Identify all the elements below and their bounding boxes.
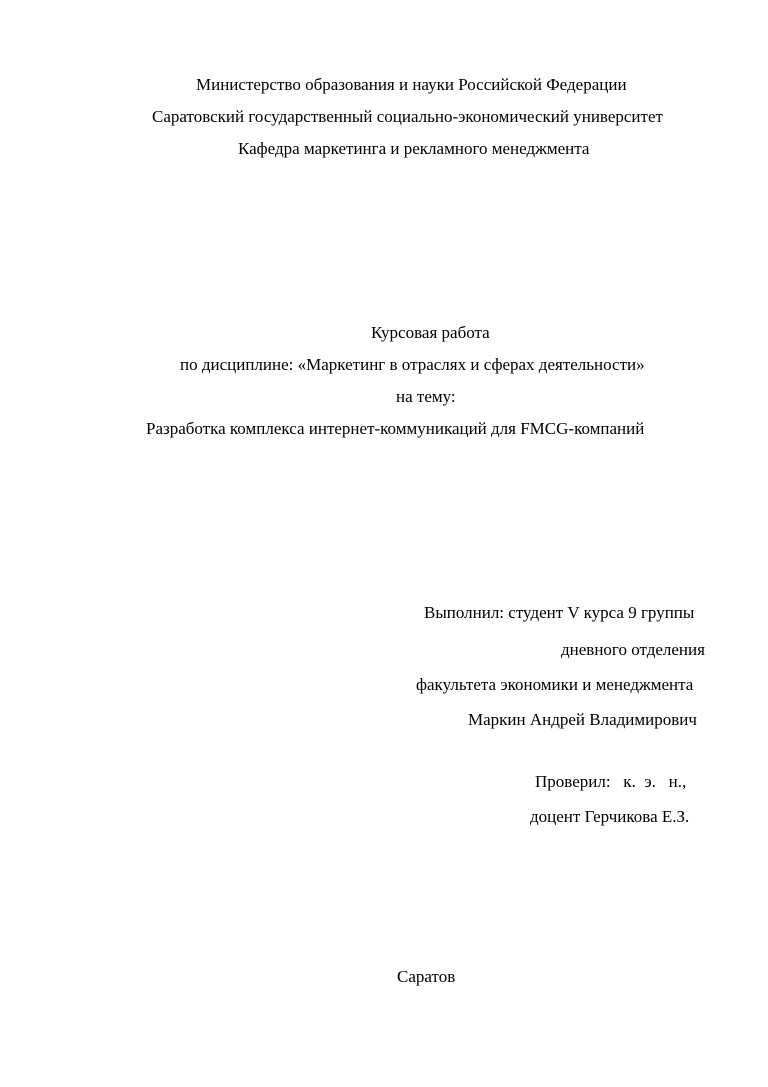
topic-label: на тему:: [396, 387, 456, 406]
work-type-title: Курсовая работа: [371, 323, 490, 342]
author-line-2: дневного отделения: [561, 640, 705, 659]
author-line-3: факультета экономики и менеджмента: [416, 675, 694, 694]
ministry-line: Министерство образования и науки Российской Федерации: [196, 75, 627, 94]
discipline-line: по дисциплине: «Маркетинг в отраслях и сферах деятельности»: [180, 355, 645, 374]
city-line: Саратов: [397, 967, 456, 986]
topic-line: Разработка комплекса интернет-коммуникаций для FMCG-компаний: [146, 419, 645, 438]
department-line: Кафедра маркетинга и рекламного менеджмента: [238, 139, 590, 158]
reviewer-line-2: доцент Герчикова Е.З.: [530, 807, 690, 826]
university-line: Саратовский государственный социально-экономический университет: [152, 107, 663, 126]
author-line-1: Выполнил: студент V курса 9 группы: [424, 603, 695, 622]
reviewer-line-1: Проверил: к. э. н.,: [535, 772, 687, 791]
author-name: Маркин Андрей Владимирович: [468, 710, 697, 729]
